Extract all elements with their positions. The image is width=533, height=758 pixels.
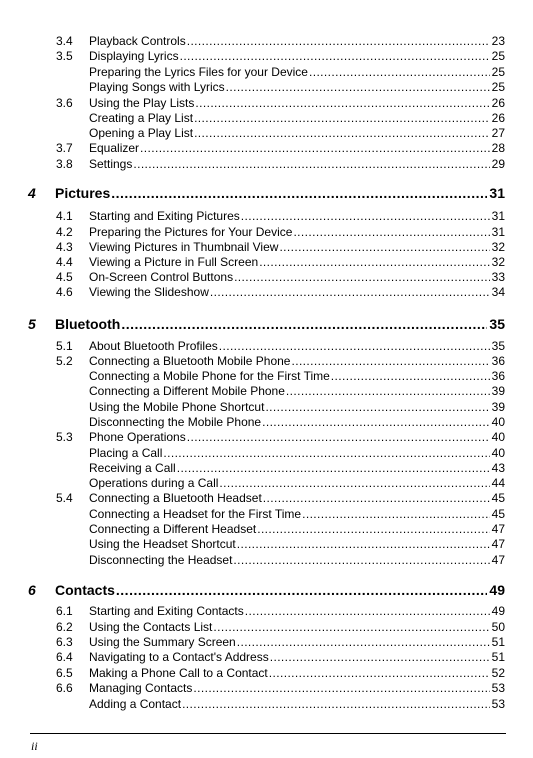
toc-entry-page: 31 (489, 185, 505, 201)
toc-entry-page: 35 (491, 339, 505, 353)
toc-section-entry[interactable] (56, 635, 505, 649)
footer-divider (30, 733, 506, 734)
toc-subsection-entry[interactable] (89, 126, 505, 140)
toc-entry-title: Opening a Play List (89, 126, 194, 140)
toc-entry-page: 47 (491, 537, 505, 551)
toc-entry-page: 32 (491, 255, 505, 269)
toc-entry-page: 52 (491, 666, 505, 680)
dot-leader (121, 316, 487, 332)
toc-entry-number: 6.2 (56, 620, 73, 634)
toc-entry-page: 39 (491, 384, 505, 398)
toc-subsection-entry[interactable] (89, 461, 505, 475)
toc-entry-title: Pictures (55, 185, 111, 201)
toc-entry-number: 3.7 (56, 141, 73, 155)
dot-leader (259, 255, 489, 269)
toc-chapter-entry[interactable] (28, 582, 505, 598)
toc-entry-title: Playback Controls (89, 34, 186, 48)
dot-leader (187, 34, 490, 48)
toc-entry-title: Equalizer (89, 141, 140, 155)
dot-leader (233, 553, 489, 567)
toc-entry-page: 25 (491, 80, 505, 94)
toc-section-entry[interactable] (56, 650, 505, 664)
dot-leader (269, 666, 490, 680)
toc-section-entry[interactable] (56, 666, 505, 680)
toc-subsection-entry[interactable] (89, 446, 505, 460)
dot-leader (263, 491, 490, 505)
toc-subsection-entry[interactable] (89, 507, 505, 521)
toc-section-entry[interactable] (56, 96, 505, 110)
toc-subsection-entry[interactable] (89, 65, 505, 79)
toc-entry-page: 45 (491, 507, 505, 521)
dot-leader (302, 507, 490, 521)
toc-subsection-entry[interactable] (89, 697, 505, 711)
toc-entry-title: Navigating to a Contact's Address (89, 650, 269, 664)
toc-entry-title: Connecting a Different Mobile Phone (89, 384, 285, 398)
toc-entry-number: 5.4 (56, 491, 73, 505)
toc-entry-page: 29 (491, 157, 505, 171)
toc-entry-page: 53 (491, 681, 505, 695)
dot-leader (193, 681, 489, 695)
toc-entry-page: 32 (491, 240, 505, 254)
dot-leader (265, 400, 489, 414)
toc-entry-number: 3.8 (56, 157, 73, 171)
toc-subsection-entry[interactable] (89, 415, 505, 429)
toc-section-entry[interactable] (56, 430, 505, 444)
toc-entry-title: Phone Operations (89, 430, 186, 444)
toc-entry-title: Preparing the Lyrics Files for your Device (89, 65, 308, 79)
dot-leader (309, 65, 490, 79)
toc-entry-title: Operations during a Call (89, 476, 219, 490)
toc-entry-title: Starting and Exiting Contacts (89, 604, 244, 618)
toc-chapter-entry[interactable] (28, 185, 505, 201)
toc-entry-title: Connecting a Bluetooth Headset (89, 491, 262, 505)
toc-entry-page: 40 (491, 446, 505, 460)
dot-leader (237, 635, 490, 649)
toc-entry-page: 40 (491, 430, 505, 444)
dot-leader (219, 339, 490, 353)
toc-section-entry[interactable] (56, 604, 505, 618)
toc-entry-title: Using the Mobile Phone Shortcut (89, 400, 265, 414)
toc-entry-title: On-Screen Control Buttons (89, 270, 234, 284)
footer-page-number: ii (31, 739, 38, 753)
toc-entry-number: 5 (28, 316, 36, 332)
toc-entry-page: 25 (491, 49, 505, 63)
toc-entry-page: 51 (491, 650, 505, 664)
toc-entry-title: Creating a Play List (89, 111, 194, 125)
toc-entry-page: 31 (491, 225, 505, 239)
toc-section-entry[interactable] (56, 157, 505, 171)
toc-entry-title: Using the Play Lists (89, 96, 195, 110)
toc-section-entry[interactable] (56, 339, 505, 353)
toc-section-entry[interactable] (56, 34, 505, 48)
toc-section-entry[interactable] (56, 209, 505, 223)
dot-leader (226, 80, 490, 94)
toc-entry-page: 45 (491, 491, 505, 505)
dot-leader (219, 476, 489, 490)
toc-entry-title: Disconnecting the Mobile Phone (89, 415, 262, 429)
toc-entry-number: 6.1 (56, 604, 73, 618)
dot-leader (194, 111, 490, 125)
toc-entry-number: 6 (28, 582, 36, 598)
dot-leader (234, 270, 490, 284)
toc-entry-title: Playing Songs with Lyrics (89, 80, 225, 94)
toc-entry-number: 3.5 (56, 49, 73, 63)
toc-entry-number: 4.4 (56, 255, 73, 269)
toc-entry-title: Managing Contacts (89, 681, 193, 695)
toc-entry-title: Using the Headset Shortcut (89, 537, 236, 551)
toc-entry-page: 35 (489, 316, 505, 332)
dot-leader (270, 650, 490, 664)
toc-entry-title: Starting and Exiting Pictures (89, 209, 240, 223)
toc-entry-page: 26 (491, 96, 505, 110)
dot-leader (291, 354, 489, 368)
dot-leader (140, 141, 490, 155)
toc-entry-page: 28 (491, 141, 505, 155)
toc-entry-title: Viewing a Picture in Full Screen (89, 255, 259, 269)
toc-subsection-entry[interactable] (89, 111, 505, 125)
toc-section-entry[interactable] (56, 491, 505, 505)
toc-entry-title: Preparing the Pictures for Your Device (89, 225, 293, 239)
dot-leader (182, 697, 490, 711)
dot-leader (177, 461, 490, 475)
toc-entry-page: 50 (491, 620, 505, 634)
toc-entry-number: 3.6 (56, 96, 73, 110)
toc-entry-title: Connecting a Headset for the First Time (89, 507, 302, 521)
toc-entry-page: 34 (491, 285, 505, 299)
toc-entry-page: 51 (491, 635, 505, 649)
toc-section-entry[interactable] (56, 141, 505, 155)
toc-entry-page: 47 (491, 553, 505, 567)
toc-entry-number: 4 (28, 185, 36, 201)
toc-entry-page: 33 (491, 270, 505, 284)
toc-section-entry[interactable] (56, 681, 505, 695)
dot-leader (262, 415, 490, 429)
toc-entry-page: 40 (491, 415, 505, 429)
toc-entry-page: 39 (491, 400, 505, 414)
toc-chapter-entry[interactable] (28, 316, 505, 332)
toc-entry-page: 36 (491, 354, 505, 368)
toc-entry-title: Adding a Contact (89, 697, 182, 711)
toc-section-entry[interactable] (56, 255, 505, 269)
dot-leader (279, 240, 489, 254)
toc-entry-page: 27 (491, 126, 505, 140)
toc-entry-page: 31 (491, 209, 505, 223)
toc-entry-title: Contacts (55, 582, 115, 598)
toc-entry-number: 4.6 (56, 285, 73, 299)
toc-entry-title: Using the Contacts List (89, 620, 213, 634)
toc-entry-title: Bluetooth (55, 316, 121, 332)
toc-entry-number: 3.4 (56, 34, 73, 48)
toc-section-entry[interactable] (56, 270, 505, 284)
dot-leader (286, 384, 490, 398)
toc-subsection-entry[interactable] (89, 522, 505, 536)
toc-entry-number: 6.6 (56, 681, 73, 695)
dot-leader (237, 537, 490, 551)
toc-entry-number: 4.1 (56, 209, 73, 223)
dot-leader (195, 96, 489, 110)
toc-entry-page: 43 (491, 461, 505, 475)
toc-section-entry[interactable] (56, 354, 505, 368)
toc-entry-number: 5.1 (56, 339, 73, 353)
toc-entry-title: Displaying Lyrics (89, 49, 179, 63)
toc-entry-title: About Bluetooth Profiles (89, 339, 218, 353)
dot-leader (245, 604, 490, 618)
dot-leader (241, 209, 490, 223)
toc-entry-title: Viewing the Slideshow (89, 285, 209, 299)
toc-subsection-entry[interactable] (89, 384, 505, 398)
dot-leader (194, 126, 490, 140)
dot-leader (163, 446, 489, 460)
toc-entry-number: 6.4 (56, 650, 73, 664)
toc-entry-title: Placing a Call (89, 446, 163, 460)
toc-entry-page: 49 (491, 604, 505, 618)
toc-entry-number: 5.3 (56, 430, 73, 444)
toc-section-entry[interactable] (56, 225, 505, 239)
dot-leader (187, 430, 490, 444)
toc-entry-page: 36 (491, 369, 505, 383)
toc-entry-page: 26 (491, 111, 505, 125)
toc-entry-title: Settings (89, 157, 133, 171)
dot-leader (133, 157, 489, 171)
toc-section-entry[interactable] (56, 285, 505, 299)
dot-leader (293, 225, 489, 239)
toc-entry-page: 49 (489, 582, 505, 598)
toc-entry-title: Using the Summary Screen (89, 635, 236, 649)
toc-entry-title: Receiving a Call (89, 461, 176, 475)
dot-leader (111, 185, 487, 201)
toc-entry-page: 25 (491, 65, 505, 79)
toc-section-entry[interactable] (56, 620, 505, 634)
toc-subsection-entry[interactable] (89, 553, 505, 567)
toc-entry-number: 4.2 (56, 225, 73, 239)
toc-entry-page: 23 (491, 34, 505, 48)
toc-subsection-entry[interactable] (89, 80, 505, 94)
dot-leader (210, 285, 490, 299)
toc-entry-page: 53 (491, 697, 505, 711)
dot-leader (180, 49, 490, 63)
toc-subsection-entry[interactable] (89, 369, 505, 383)
toc-entry-title: Disconnecting the Headset (89, 553, 233, 567)
toc-subsection-entry[interactable] (89, 400, 505, 414)
toc-entry-title: Making a Phone Call to a Contact (89, 666, 268, 680)
toc-entry-title: Viewing Pictures in Thumbnail View (89, 240, 279, 254)
toc-entry-page: 47 (491, 522, 505, 536)
toc-subsection-entry[interactable] (89, 476, 505, 490)
toc-entry-number: 4.3 (56, 240, 73, 254)
toc-entry-number: 6.3 (56, 635, 73, 649)
toc-entry-number: 6.5 (56, 666, 73, 680)
toc-entry-page: 44 (491, 476, 505, 490)
toc-subsection-entry[interactable] (89, 537, 505, 551)
dot-leader (257, 522, 489, 536)
dot-leader (213, 620, 489, 634)
toc-entry-title: Connecting a Mobile Phone for the First Time (89, 369, 330, 383)
toc-entry-title: Connecting a Different Headset (89, 522, 257, 536)
toc-section-entry[interactable] (56, 240, 505, 254)
toc-entry-number: 4.5 (56, 270, 73, 284)
toc-entry-number: 5.2 (56, 354, 73, 368)
dot-leader (331, 369, 490, 383)
toc-section-entry[interactable] (56, 49, 505, 63)
toc-entry-title: Connecting a Bluetooth Mobile Phone (89, 354, 291, 368)
dot-leader (116, 582, 488, 598)
